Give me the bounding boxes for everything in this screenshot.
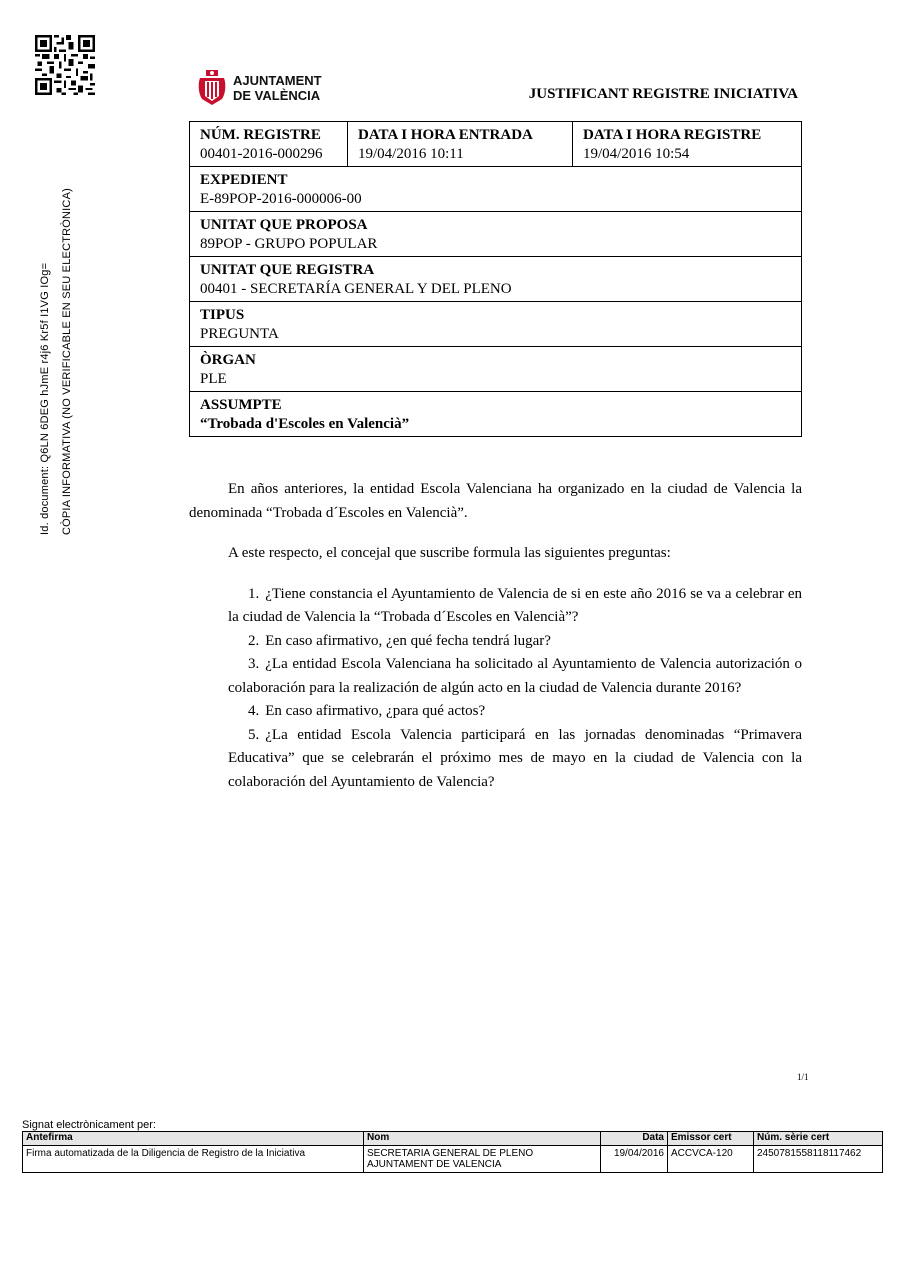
expedient-value: E-89POP-2016-000006-00 — [200, 191, 362, 207]
logo-line1: AJUNTAMENT — [233, 73, 322, 88]
document-body — [189, 478, 802, 794]
antefirma-header: Antefirma — [23, 1132, 364, 1146]
copy-notice: CÒPIA INFORMATIVA (NO VERIFICABLE EN SEU ELECTRÒNICA) — [61, 188, 73, 535]
tipus-cell — [190, 302, 802, 347]
proposa-label: UNITAT QUE PROPOSA — [200, 217, 368, 233]
emissor-header: Emissor cert — [668, 1132, 754, 1146]
qr-code — [35, 35, 95, 95]
expedient-cell — [190, 167, 802, 212]
register-date-value: 19/04/2016 10:54 — [583, 146, 690, 162]
emissor-cell: ACCVCA-120 — [668, 1146, 754, 1173]
entry-date-cell — [348, 122, 573, 167]
serie-header: Núm. sèrie cert — [754, 1132, 883, 1146]
proposa-value: 89POP - GRUPO POPULAR — [200, 236, 378, 252]
antefirma-cell: Firma automatizada de la Diligencia de Registro de la Iniciativa — [23, 1146, 364, 1173]
num-registre-cell — [190, 122, 348, 167]
num-registre-value: 00401-2016-000296 — [200, 146, 323, 162]
side-verification-text — [34, 188, 78, 535]
signature-table — [22, 1131, 883, 1173]
list-item: 1. ¿Tiene constancia el Ayuntamiento de Valencia de si en este año 2016 se va a celebrar en la ciudad de Valencia la “Trobada d´Escoles en Valencià”? — [228, 585, 802, 625]
table-row — [23, 1146, 883, 1173]
assumpte-label: ASSUMPTE — [200, 397, 282, 413]
organ-cell — [190, 347, 802, 392]
nom-cell: SECRETARIA GENERAL DE PLENO AJUNTAMENT DE VALENCIA — [364, 1146, 601, 1173]
registra-cell — [190, 257, 802, 302]
registra-label: UNITAT QUE REGISTRA — [200, 262, 375, 278]
list-item: 2. En caso afirmativo, ¿en qué fecha tendrá lugar? — [248, 632, 551, 649]
list-item: 4. En caso afirmativo, ¿para qué actos? — [248, 703, 486, 719]
serie-cell: 2450781558118117462 — [754, 1146, 883, 1173]
registry-table — [189, 121, 802, 437]
page-number: 1/1 — [797, 1072, 809, 1082]
registra-value: 00401 - SECRETARÍA GENERAL Y DEL PLENO — [200, 281, 512, 297]
assumpte-cell — [190, 392, 802, 437]
entry-date-label: DATA I HORA ENTRADA — [358, 127, 533, 143]
proposa-cell — [190, 212, 802, 257]
tipus-label: TIPUS — [200, 307, 245, 323]
logo-line2: DE VALÈNCIA — [233, 88, 321, 103]
expedient-label: EXPEDIENT — [200, 172, 288, 188]
nom-header: Nom — [364, 1132, 601, 1146]
register-date-label: DATA I HORA REGISTRE — [583, 127, 762, 143]
data-header: Data — [601, 1132, 668, 1146]
intro-paragraph: En años anteriores, la entidad Escola Valenciana ha organizado en la ciudad de Valencia la denominada “Trobada d´Escoles en Valencià”. — [189, 481, 802, 521]
city-crest-icon — [196, 69, 228, 107]
document-id: Id. document: Q6LN 6DEG hJmE r4j6 Kr5f I1VG IOg= — [39, 262, 51, 535]
ajuntament-logo — [196, 68, 326, 108]
organ-value: PLE — [200, 371, 227, 387]
tipus-value: PREGUNTA — [200, 326, 279, 342]
num-registre-label: NÚM. REGISTRE — [200, 127, 321, 143]
data-cell: 19/04/2016 — [601, 1146, 668, 1173]
questions-list — [189, 583, 802, 795]
entry-date-value: 19/04/2016 10:11 — [358, 146, 464, 162]
document-title: JUSTIFICANT REGISTRE INICIATIVA — [528, 86, 798, 102]
organ-label: ÒRGAN — [200, 352, 256, 368]
signature-label: Signat electrònicament per: — [22, 1119, 156, 1131]
list-item: 3. ¿La entidad Escola Valenciana ha solicitado al Ayuntamiento de Valencia autorización o colaboración para la realización de algún acto en la ciudad de Valencia durante 2016? — [228, 656, 802, 696]
assumpte-value: “Trobada d'Escoles en Valencià” — [200, 416, 410, 432]
list-item: 5. ¿La entidad Escola Valencia participará en las jornadas denominadas “Primavera Educativa” que se celebrarán el próximo mes de mayo en la ciudad de Valencia con la colaboración del Ayuntamiento de Valencia? — [228, 726, 802, 790]
questions-intro: A este respecto, el concejal que suscribe formula las siguientes preguntas: — [228, 545, 671, 561]
register-date-cell — [573, 122, 802, 167]
